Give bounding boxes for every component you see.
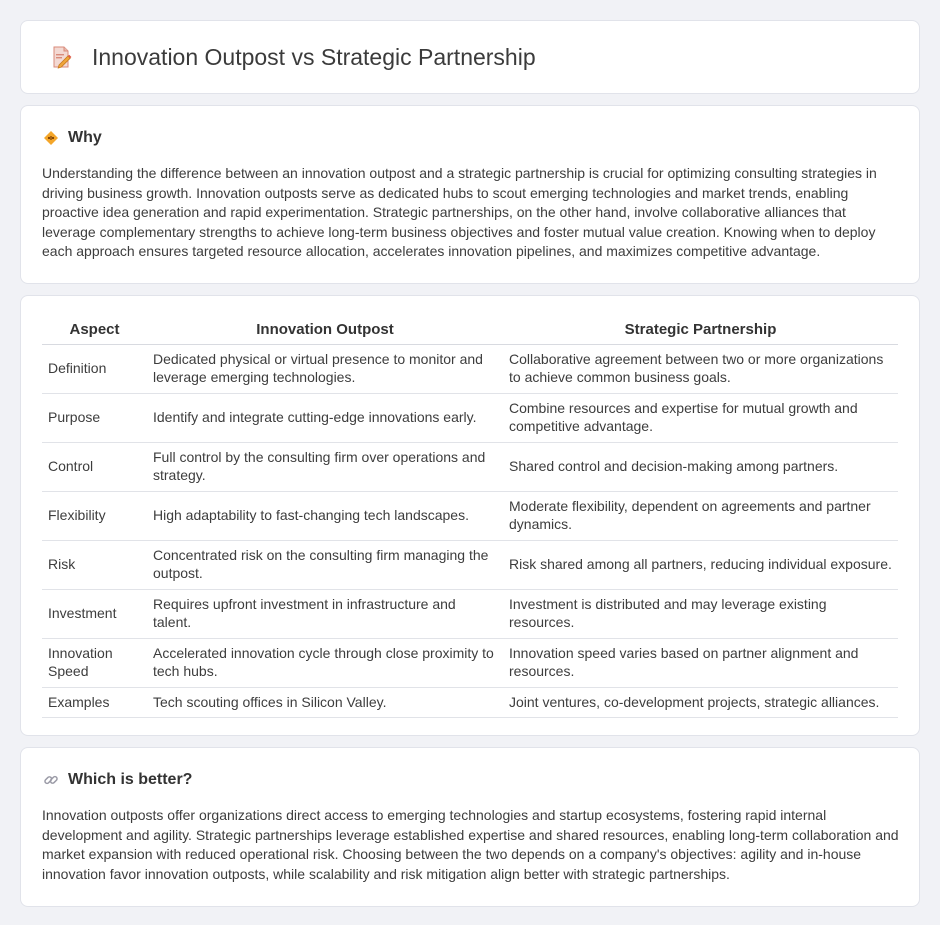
table-row: [42, 540, 898, 589]
row-outpost: Dedicated physical or virtual presence to monitor and leverage emerging technologies.: [147, 344, 503, 393]
row-outpost: Identify and integrate cutting-edge innovations early.: [147, 393, 503, 442]
comparison-table: [42, 316, 898, 718]
comparison-table-card: [20, 295, 920, 736]
header-innovation-outpost: Innovation Outpost: [147, 316, 503, 344]
header-card: [20, 20, 920, 94]
page-title: Innovation Outpost vs Strategic Partnership: [92, 43, 536, 70]
row-aspect: Risk: [42, 540, 147, 589]
table-row: [42, 442, 898, 491]
which-better-section: [20, 747, 920, 907]
row-partnership: Risk shared among all partners, reducing individual exposure.: [503, 540, 898, 589]
table-row: [42, 638, 898, 687]
row-partnership: Shared control and decision-making among partners.: [503, 442, 898, 491]
table-header-row: [42, 316, 898, 344]
table-row: [42, 344, 898, 393]
which-better-text: Innovation outposts offer organizations direct access to emerging technologies and startup ecosystems, fostering rapid internal development and agility. Strategic partnerships leverage established expertise and shared resources, enabling long-term collaboration and market expansion with reduced operational risk. Choosing between the two depends on a company's objectives: agility and in-house innovation favor innovation outposts, while scalability and risk mitigation align better with strategic partnerships.: [42, 807, 899, 882]
row-partnership: Innovation speed varies based on partner alignment and resources.: [503, 638, 898, 687]
table-row: [42, 589, 898, 638]
row-aspect: Innovation Speed: [42, 638, 147, 687]
document-edit-icon: [48, 44, 74, 70]
row-aspect: Flexibility: [42, 491, 147, 540]
row-aspect: Control: [42, 442, 147, 491]
row-outpost: Full control by the consulting firm over operations and strategy.: [147, 442, 503, 491]
header-aspect: Aspect: [42, 316, 147, 344]
row-outpost: Concentrated risk on the consulting firm managing the outpost.: [147, 540, 503, 589]
table-row: [42, 687, 898, 717]
table-row: [42, 491, 898, 540]
row-partnership: Combine resources and expertise for mutual growth and competitive advantage.: [503, 393, 898, 442]
why-text: Understanding the difference between an innovation outpost and a strategic partnership is crucial for optimizing consulting strategies in driving business growth. Innovation outposts serve as dedicated hubs to scout emerging technologies and market trends, enabling proactive idea generation and rapid experimentation. Strategic partnerships, on the other hand, involve collaborative alliances that leverage complementary strengths to achieve long-term business objectives and foster mutual value creation. Knowing when to deploy each approach ensures targeted resource allocation, accelerates innovation pipelines, and maximizes competitive advantage.: [42, 165, 877, 260]
row-outpost: High adaptability to fast-changing tech landscapes.: [147, 491, 503, 540]
row-partnership: Joint ventures, co-development projects, strategic alliances.: [503, 687, 898, 717]
row-partnership: Moderate flexibility, dependent on agreements and partner dynamics.: [503, 491, 898, 540]
why-title: Why: [68, 129, 102, 146]
row-aspect: Purpose: [42, 393, 147, 442]
link-icon: [42, 771, 60, 789]
row-aspect: Investment: [42, 589, 147, 638]
which-better-title: Which is better?: [68, 771, 193, 788]
diamond-icon: [42, 129, 60, 147]
row-aspect: Examples: [42, 687, 147, 717]
table-row: [42, 393, 898, 442]
row-outpost: Tech scouting offices in Silicon Valley.: [147, 687, 503, 717]
header-strategic-partnership: Strategic Partnership: [503, 316, 898, 344]
row-aspect: Definition: [42, 344, 147, 393]
row-partnership: Investment is distributed and may leverage existing resources.: [503, 589, 898, 638]
row-outpost: Accelerated innovation cycle through close proximity to tech hubs.: [147, 638, 503, 687]
row-outpost: Requires upfront investment in infrastructure and talent.: [147, 589, 503, 638]
why-section: [20, 105, 920, 284]
row-partnership: Collaborative agreement between two or more organizations to achieve common business goals.: [503, 344, 898, 393]
